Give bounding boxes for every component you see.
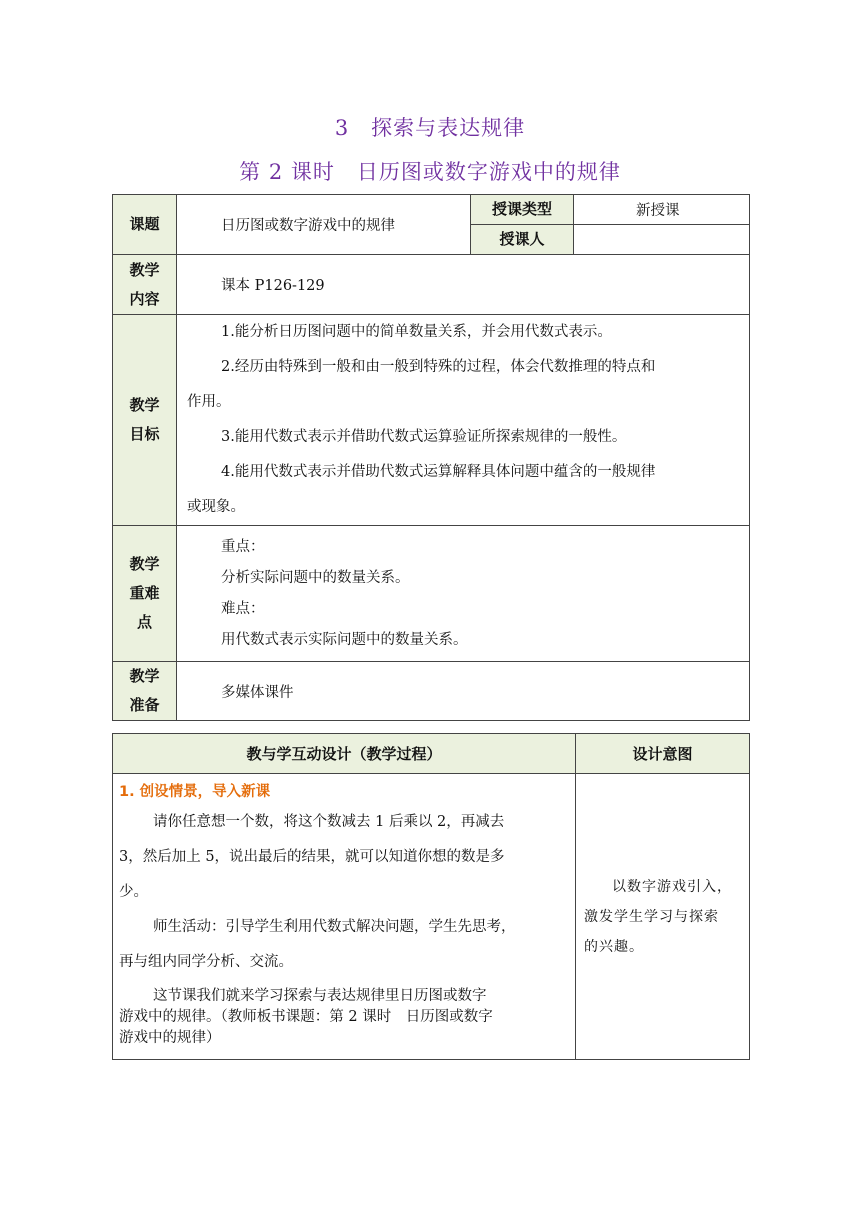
- content-label: 教学 内容: [113, 255, 177, 315]
- intent-cell: [576, 774, 750, 1060]
- goals-cell: [177, 315, 750, 526]
- goal-line: 或现象。: [187, 499, 245, 515]
- intent-header: 设计意图: [576, 734, 750, 774]
- teacher-label: 授课人: [471, 225, 574, 255]
- intent-line: 的兴趣。: [584, 938, 644, 955]
- topic-value: 日历图或数字游戏中的规律: [177, 195, 471, 255]
- goal-line: 作用。: [187, 394, 231, 410]
- teacher-value: [574, 225, 750, 255]
- process-header: 教与学互动设计（教学过程）: [113, 734, 576, 774]
- key-points-label: 教学 重难 点: [113, 526, 177, 662]
- goal-line: 2.经历由特殊到一般和由一般到特殊的过程，体会代数推理的特点和: [221, 359, 656, 375]
- paragraph-line: 师生活动：引导学生利用代数式解决问题，学生先思考，: [153, 919, 516, 935]
- intent-line: 以数字游戏引入，: [612, 878, 732, 895]
- process-cell: [113, 774, 576, 1060]
- intent-line: 激发学生学习与探索: [584, 908, 719, 925]
- prep-label: 教学 准备: [113, 662, 177, 721]
- paragraph-line: 少。: [119, 884, 148, 900]
- key-line: 用代数式表示实际问题中的数量关系。: [221, 631, 468, 648]
- section-heading: 1. 创设情景，导入新课: [119, 784, 271, 800]
- paragraph-line: 再与组内同学分析、交流。: [119, 954, 293, 970]
- key-line: 难点：: [221, 600, 265, 617]
- type-value: 新授课: [574, 195, 750, 225]
- type-label: 授课类型: [471, 195, 574, 225]
- paragraph-line: 请你任意想一个数，将这个数减去 1 后乘以 2，再减去: [153, 814, 505, 830]
- closing-line: 游戏中的规律）: [119, 1030, 221, 1046]
- goal-line: 1.能分析日历图问题中的简单数量关系，并会用代数式表示。: [221, 324, 612, 340]
- goal-line: 4.能用代数式表示并借助代数式运算解释具体问题中蕴含的一般规律: [221, 464, 656, 480]
- process-table: [112, 733, 750, 1060]
- paragraph-line: 3，然后加上 5，说出最后的结果，就可以知道你想的数是多: [119, 849, 505, 865]
- lesson-info-table: [112, 194, 750, 721]
- lesson-title: 3 探索与表达规律: [334, 116, 526, 140]
- prep-value: 多媒体课件: [177, 662, 750, 721]
- goal-line: 3.能用代数式表示并借助代数式运算验证所探索规律的一般性。: [221, 429, 627, 445]
- key-line: 分析实际问题中的数量关系。: [221, 569, 410, 586]
- topic-label: 课题: [113, 195, 177, 255]
- closing-line: 这节课我们就来学习探索与表达规律里日历图或数字: [153, 988, 487, 1004]
- content-value: 课本 P126-129: [177, 255, 750, 315]
- key-points-cell: [177, 526, 750, 662]
- key-line: 重点：: [221, 538, 265, 555]
- lesson-subtitle: 第 2 课时 日历图或数字游戏中的规律: [239, 160, 621, 184]
- goals-label: 教学 目标: [113, 315, 177, 526]
- closing-line: 游戏中的规律。（教师板书课题：第 2 课时 日历图或数字: [119, 1009, 493, 1025]
